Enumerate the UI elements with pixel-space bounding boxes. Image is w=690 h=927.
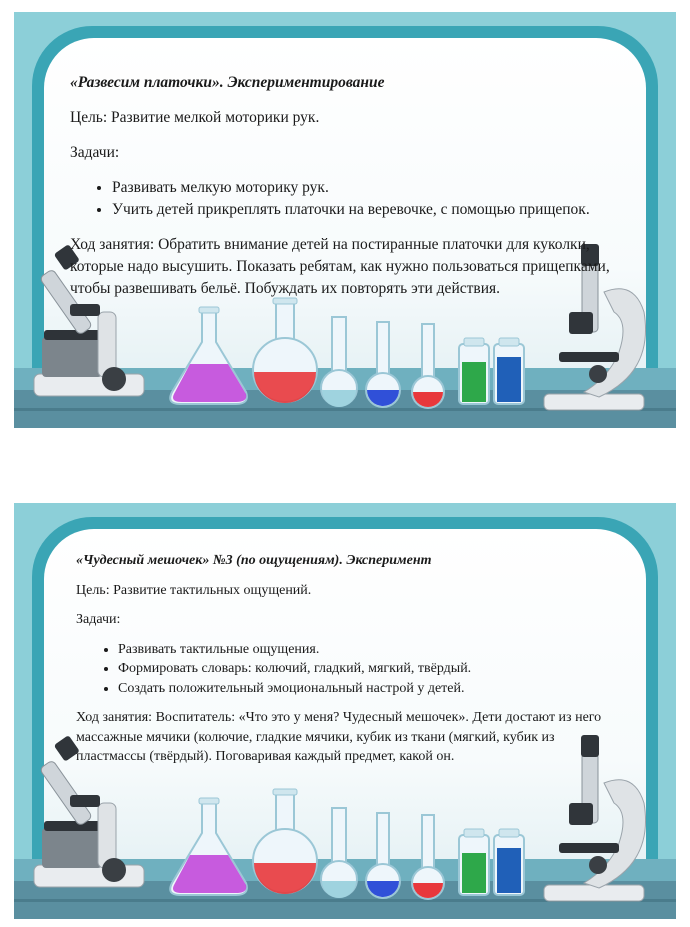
- tasks-label: Задачи:: [76, 612, 121, 627]
- task-item: • Учить детей прикреплять платочки на веревочке, с помощью прищепок.: [112, 199, 620, 221]
- test-tube-blue-icon: [366, 813, 400, 898]
- task-item: • Развивать тактильные ощущения.: [118, 640, 616, 660]
- test-tube-clear-icon: [321, 317, 357, 407]
- round-flask-icon: [253, 789, 317, 894]
- test-tube-red-icon: [412, 815, 444, 899]
- bottle-green-icon: [459, 829, 489, 895]
- card-text: [76, 551, 616, 767]
- task-item: • Создать положительный эмоциональный настрой у детей.: [118, 679, 616, 699]
- bottle-blue-icon: [494, 338, 524, 404]
- test-tube-blue-icon: [366, 322, 400, 407]
- tasks-list: [76, 640, 616, 699]
- procedure-text: Ход занятия: Обратить внимание детей на постиранные платочки для куколки, которые надо высушить. Показать ребятам, как нужно пользоваться прищепками, чтобы развешивать бельё. Побуждать их повторять эти действия.: [70, 236, 610, 297]
- tasks-list: [70, 177, 620, 221]
- conical-flask-icon: [170, 307, 247, 404]
- task-item: • Развивать мелкую моторику рук.: [112, 177, 620, 199]
- tasks-label: Задачи:: [70, 144, 120, 161]
- round-flask-icon: [253, 298, 317, 403]
- card-text: [70, 72, 620, 300]
- goal-text: Цель: Развитие тактильных ощущений.: [76, 582, 312, 598]
- bottle-blue-icon: [494, 829, 524, 895]
- goal-text: Цель: Развитие мелкой моторики рук.: [70, 109, 320, 126]
- bottle-green-icon: [459, 338, 489, 404]
- task-item: • Формировать словарь: колючий, гладкий, мягкий, твёрдый.: [118, 659, 616, 679]
- card-title: «Чудесный мешочек» №3 (по ощущениям). Эксперимент: [76, 553, 432, 568]
- card-title: «Развесим платочки». Экспериментирование: [70, 74, 385, 91]
- activity-card-2: [14, 503, 676, 919]
- test-tube-red-icon: [412, 324, 444, 408]
- activity-card-1: [14, 12, 676, 428]
- test-tube-clear-icon: [321, 808, 357, 898]
- procedure-text: Ход занятия: Воспитатель: «Что это у меня? Чудесный мешочек». Дети достают из него массажные мячики (колючие, гладкие мячики, кубик из ткани (мягкий, кубик из пластмассы (твёрдый). Поговаривая каждый предмет, какой он.: [76, 710, 602, 764]
- conical-flask-icon: [170, 798, 247, 895]
